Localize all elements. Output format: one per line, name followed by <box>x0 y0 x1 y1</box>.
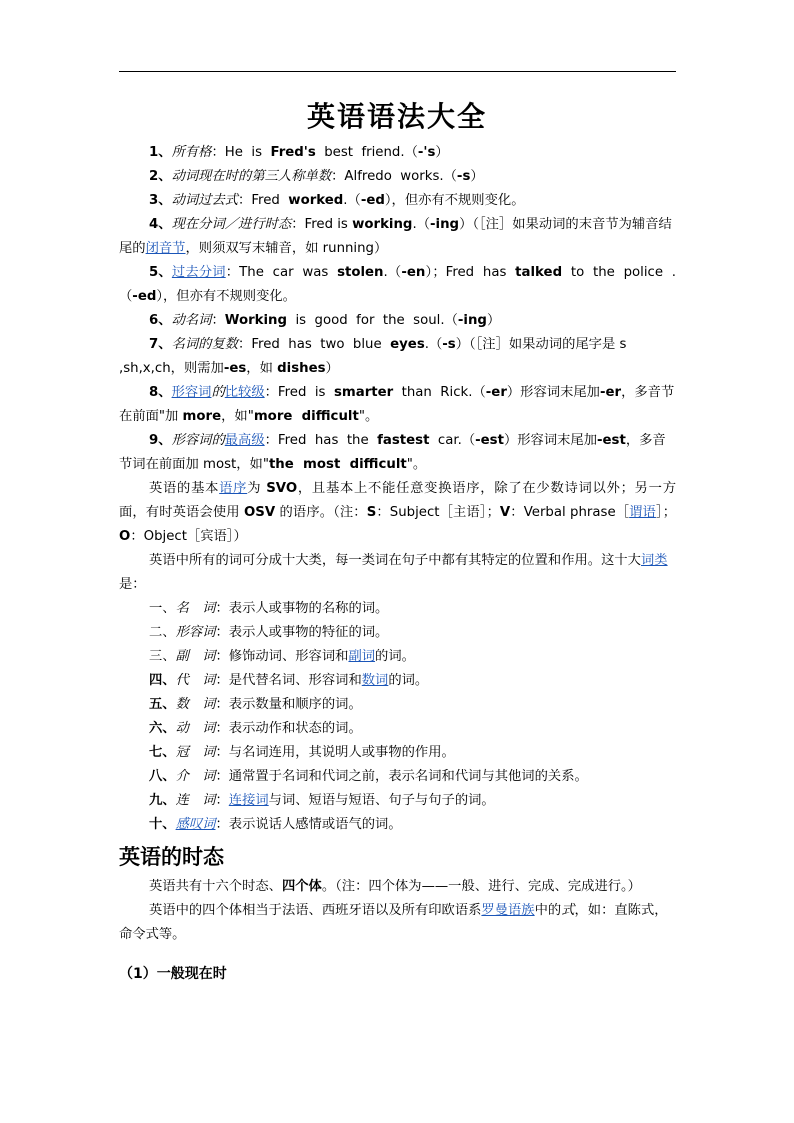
item-text: ：Fred is <box>264 385 334 400</box>
item-number: 4、 <box>149 217 172 232</box>
past-participle-link[interactable]: 过去分词 <box>171 265 226 280</box>
item-text: ）；Fred has <box>425 265 516 280</box>
item-number: 2、 <box>149 169 172 184</box>
item-text: ，则须双写末辅音，如 running） <box>185 241 388 256</box>
paragraph-text: 英语中的四个体相当于法语、西班牙语以及所有印欧语系 <box>149 903 482 918</box>
item-number: 7、 <box>149 337 172 352</box>
class-name: 代 词 <box>175 673 216 688</box>
predicate-link[interactable]: 谓语 <box>629 505 656 520</box>
item-example: Working <box>224 313 288 328</box>
item-text: ：The car was <box>225 265 338 280</box>
item-label: 形容词的 <box>171 433 225 448</box>
item-number: 5、 <box>149 265 172 280</box>
item-label: 名词的复数 <box>171 337 239 352</box>
item-suffix: -es <box>223 361 247 376</box>
document-body <box>119 141 676 987</box>
item-number: 3、 <box>149 193 172 208</box>
page-title: 英语语法大全 <box>306 100 487 133</box>
class-number: 四、 <box>149 673 176 688</box>
item-text: ），但亦有不规则变化。 <box>156 289 296 304</box>
paragraph-text: 为 <box>247 481 267 496</box>
class-desc: 与词、短语与短语、句子与句子的词。 <box>268 793 495 808</box>
paragraph-text: ，如：直陈式，命令式等。 <box>119 903 668 942</box>
class-desc: ：表示人或事物的特征的词。 <box>215 625 389 640</box>
subheading: （1）一般现在时 <box>119 966 227 982</box>
parts-of-speech-link[interactable]: 词类 <box>640 553 668 568</box>
list-item <box>119 333 676 381</box>
header-rule <box>119 71 676 72</box>
section-heading: 英语的时态 <box>119 844 224 869</box>
class-number: 三、 <box>149 649 176 664</box>
item-example: stolen <box>337 265 384 280</box>
class-number: 六、 <box>149 721 176 736</box>
item-suffix: -en <box>401 265 426 280</box>
paragraph-text: 中的 <box>534 903 562 918</box>
item-label: 动词过去式 <box>171 193 239 208</box>
item-text: ）（［注］如果动词的尾字是 s ,sh,x,ch，则需加 <box>119 337 627 376</box>
item-example: the most difficult <box>268 457 407 472</box>
item-suffix: -'s <box>417 145 436 160</box>
paragraph-text: 。（注：四个体为——一般、进行、完成、完成进行。） <box>321 879 641 894</box>
class-desc: ：表示说话人感情或语气的词。 <box>215 817 402 832</box>
item-example: Fred's <box>270 145 316 160</box>
item-text: ：Alfredo works.（ <box>331 169 457 184</box>
item-text: ）（［注］如果动词的末音节为辅音结尾的 <box>119 217 672 256</box>
item-label: 现在分词／进行时态 <box>171 217 292 232</box>
item-text: ，如" <box>221 409 254 424</box>
paragraph-text: 是： <box>119 577 146 592</box>
item-suffix: -er <box>485 385 507 400</box>
item-text: best friend.（ <box>315 145 418 160</box>
item-example: worked <box>288 193 344 208</box>
class-desc: ：表示数量和顺序的词。 <box>215 697 362 712</box>
class-number: 九、 <box>149 793 176 808</box>
numeral-link[interactable]: 数词 <box>361 673 389 688</box>
item-text: ），但亦有不规则变化。 <box>384 193 525 208</box>
item-text: ）形容词末尾加 <box>503 433 598 448</box>
paragraph-text: ：Verbal phrase［ <box>510 505 630 520</box>
item-text: .（ <box>424 337 443 352</box>
adverb-link[interactable]: 副词 <box>348 649 376 664</box>
interjection-link[interactable]: 感叹词 <box>175 817 216 832</box>
item-text: ：Fred <box>238 193 289 208</box>
class-number: 八、 <box>149 769 176 784</box>
closed-syllable-link[interactable]: 闭音节 <box>145 241 186 256</box>
paragraph-text: 英语共有十六个时态、 <box>149 879 282 894</box>
class-desc: ：修饰动词、形容词和 <box>215 649 349 664</box>
item-example: more <box>182 409 222 424</box>
item-text: ： <box>211 313 225 328</box>
list-item <box>119 165 676 189</box>
item-text: ） <box>486 313 501 328</box>
item-text: ，多音节词在前面加 most，如" <box>119 433 666 472</box>
item-number: 8、 <box>149 385 172 400</box>
word-class-item <box>119 765 676 789</box>
class-desc: ：表示动作和状态的词。 <box>215 721 362 736</box>
class-desc: ：与名词连用，其说明人或事物的作用。 <box>215 745 455 760</box>
list-item <box>119 429 676 477</box>
paragraph-bold: O <box>119 529 131 544</box>
class-number: 十、 <box>149 817 176 832</box>
class-desc: ：是代替名词、形容词和 <box>215 673 362 688</box>
class-name: 形容词 <box>175 625 216 640</box>
item-text: is good for the soul.（ <box>287 313 458 328</box>
item-text: car.（ <box>429 433 476 448</box>
class-name: 连 词 <box>175 793 216 808</box>
paragraph-bold: V <box>499 505 511 520</box>
class-desc: ： <box>215 793 229 808</box>
tense-paragraph <box>119 899 676 947</box>
romance-languages-link[interactable]: 罗曼语族 <box>481 903 535 918</box>
class-name: 副 词 <box>175 649 216 664</box>
class-desc: 的词。 <box>375 649 415 664</box>
item-text: ：Fred is <box>291 217 353 232</box>
item-text: .（ <box>412 217 430 232</box>
item-text: ）形容词末尾加 <box>506 385 600 400</box>
paragraph-bold: S <box>366 505 377 520</box>
conjunction-link[interactable]: 连接词 <box>228 793 269 808</box>
item-example: eyes <box>390 337 425 352</box>
item-text: ） <box>325 361 339 376</box>
paragraph-text: ］； <box>655 505 677 520</box>
item-text: ：He is <box>211 145 271 160</box>
list-item <box>119 261 676 309</box>
class-name: 动 词 <box>175 721 216 736</box>
item-text: "。 <box>406 457 427 472</box>
word-class-item <box>119 717 676 741</box>
item-number: 6、 <box>149 313 172 328</box>
list-item <box>119 309 676 333</box>
item-label: 所有格 <box>171 145 212 160</box>
class-desc: 的词。 <box>388 673 429 688</box>
list-item <box>119 189 676 213</box>
paragraph-text: 的语序。（注： <box>275 505 367 520</box>
item-text: .（ <box>383 265 402 280</box>
word-class-item <box>119 597 676 621</box>
class-number: 二、 <box>149 625 176 640</box>
tense-paragraph <box>119 875 676 899</box>
item-text: ） <box>470 169 484 184</box>
paragraph-bold: 四个体 <box>281 879 322 894</box>
class-name: 名 词 <box>175 601 216 616</box>
class-name: 介 词 <box>175 769 216 784</box>
item-text: ：Fred has two blue <box>238 337 391 352</box>
word-order-paragraph <box>119 477 676 549</box>
item-suffix: -est <box>597 433 626 448</box>
item-suffix: -ed <box>360 193 385 208</box>
paragraph-bold: OSV <box>244 505 276 520</box>
comparative-link[interactable]: 比较级 <box>224 385 265 400</box>
word-class-item <box>119 741 676 765</box>
item-text: .（ <box>343 193 361 208</box>
word-class-item <box>119 645 676 669</box>
paragraph-bold: SVO <box>266 481 298 496</box>
item-text: to the police .（ <box>119 265 677 304</box>
item-example: talked <box>515 265 563 280</box>
class-desc: ：通常置于名词和代词之前，表示名词和代词与其他词的关系。 <box>215 769 588 784</box>
word-classes-paragraph <box>119 549 676 597</box>
paragraph-text: 英语的基本 <box>149 481 220 496</box>
item-label: 动名词 <box>171 313 212 328</box>
superlative-link[interactable]: 最高级 <box>224 433 265 448</box>
item-suffix: -s <box>456 169 471 184</box>
item-label: 的 <box>211 385 225 400</box>
item-example: fastest <box>377 433 430 448</box>
item-text: than Rick.（ <box>393 385 486 400</box>
item-text: ，多音节在前面"加 <box>119 385 675 424</box>
item-suffix: -er <box>599 385 622 400</box>
class-number: 一、 <box>149 601 176 616</box>
class-number: 七、 <box>149 745 176 760</box>
item-suffix: -ed <box>132 289 157 304</box>
list-item <box>119 141 676 165</box>
word-class-item <box>119 813 676 837</box>
adjective-link[interactable]: 形容词 <box>171 385 212 400</box>
word-class-item <box>119 789 676 813</box>
paragraph-text: ：Object［宾语］） <box>130 529 247 544</box>
paragraph-italic: 式 <box>561 903 575 918</box>
list-item <box>119 381 676 429</box>
word-order-link[interactable]: 语序 <box>219 481 248 496</box>
class-number: 五、 <box>149 697 176 712</box>
class-name: 冠 词 <box>175 745 216 760</box>
paragraph-text: 英语中所有的词可分成十大类，每一类词在句子中都有其特定的位置和作用。这十大 <box>149 553 641 568</box>
class-name: 数 词 <box>175 697 216 712</box>
item-example: dishes <box>277 361 326 376</box>
class-desc: ：表示人或事物的名称的词。 <box>215 601 389 616</box>
word-class-item <box>119 621 676 645</box>
item-suffix: -est <box>475 433 504 448</box>
item-example: working <box>352 217 413 232</box>
word-class-item <box>119 669 676 693</box>
item-text: "。 <box>358 409 379 424</box>
item-label: 动词现在时的第三人称单数 <box>171 169 332 184</box>
item-text: ：Fred has the <box>264 433 378 448</box>
list-item <box>119 213 676 261</box>
item-text: ） <box>435 145 449 160</box>
paragraph-text: ：Subject［主语］； <box>376 505 500 520</box>
word-class-item <box>119 693 676 717</box>
item-number: 9、 <box>149 433 172 448</box>
item-suffix: -ing <box>430 217 460 232</box>
item-example: more difficult <box>253 409 359 424</box>
paragraph-text: ，且基本上不能任意变换语序，除了在少数诗词以外；另一方面，有时英语会使用 <box>119 481 676 520</box>
item-text: ，如 <box>246 361 278 376</box>
item-suffix: -s <box>442 337 456 352</box>
item-number: 1、 <box>149 145 172 160</box>
item-example: smarter <box>333 385 394 400</box>
item-suffix: -ing <box>457 313 487 328</box>
